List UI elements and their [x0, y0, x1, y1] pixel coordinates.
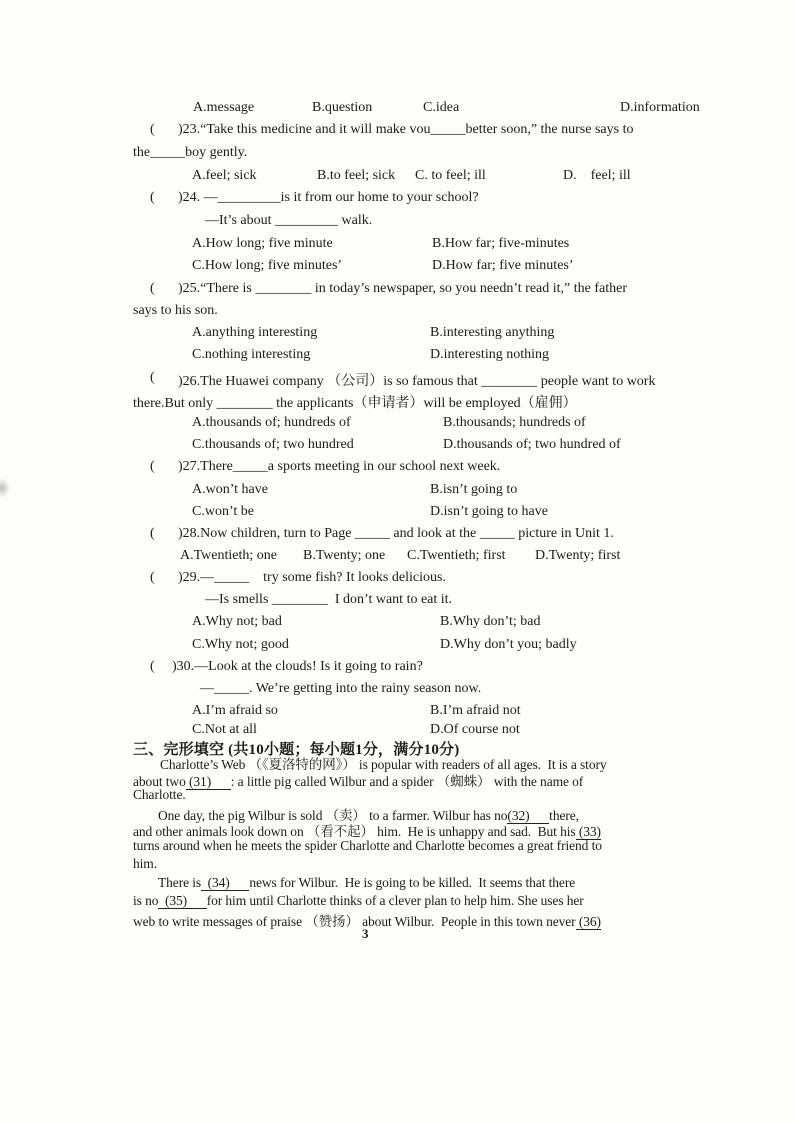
q27-option-b: B.isn’t going to: [430, 482, 518, 497]
q27-options-row-cd: [0, 504, 794, 524]
cloze-p1-line2-pre: about two: [133, 774, 186, 789]
q22-options-row: [0, 100, 794, 120]
cloze-p1-line3: Charlotte.: [133, 787, 186, 802]
q26-stem-line1: )26.The Huawei company （公司）is so famous that ________ people want to work: [178, 374, 656, 389]
q23-option-c: C. to feel; ill: [415, 168, 486, 183]
q25-option-a: A.anything interesting: [192, 325, 318, 340]
cloze-p3-line1-post: news for Wilbur. He is going to be killed. It seems that there: [249, 875, 576, 890]
cloze-blank-33: (33): [575, 824, 601, 839]
q24-stem-line2: —It’s about _________ walk.: [205, 213, 373, 228]
q24-options-row-ab: [0, 236, 794, 256]
cloze-p3-line2-post: for him until Charlotte thinks of a clever plan to help him. She uses her: [206, 893, 584, 908]
cloze-p2-line3: turns around when he meets the spider Charlotte and Charlotte becomes a great friend to: [133, 838, 602, 853]
q29-stem-line1: )29.—_____ try some fish? It looks delicious.: [178, 570, 446, 585]
q30-option-d: D.Of course not: [430, 722, 520, 737]
q24-option-b: B.How far; five-minutes: [432, 236, 570, 251]
q26-answer-bracket: (: [150, 370, 155, 385]
q28-option-b: B.Twenty; one: [303, 548, 386, 563]
q22-option-b: B.question: [312, 100, 373, 115]
q23-options-row: [0, 168, 794, 188]
q25-options-row-cd: [0, 347, 794, 367]
q29-stem-line2: —Is smells ________ I don’t want to eat it.: [205, 592, 453, 607]
q24-answer-bracket: (: [150, 190, 155, 205]
q25-option-b: B.interesting anything: [430, 325, 555, 340]
q24-option-c: C.How long; five minutes’: [192, 258, 343, 273]
q26-option-c: C.thousands of; two hundred: [192, 437, 354, 452]
q22-option-d: D.information: [620, 100, 700, 115]
q23-option-b: B.to feel; sick: [317, 168, 396, 183]
cloze-blank-34: (34): [201, 875, 250, 890]
q23-answer-bracket: (: [150, 122, 155, 137]
cloze-blank-32: (32): [507, 808, 550, 823]
q30-answer-bracket: (: [150, 659, 155, 674]
q26-options-row-ab: [0, 415, 794, 435]
q30-option-a: A.I’m afraid so: [192, 703, 278, 718]
q26-stem-line2: there.But only ________ the applicants（申请者）will be employed（雇佣）: [133, 396, 577, 411]
cloze-p3-line1: [158, 875, 575, 891]
cloze-blank-36: (36): [575, 914, 601, 929]
q25-stem-line1: )25.“There is ________ in today’s newspaper, so you needn’t read it,” the father: [178, 281, 627, 296]
cloze-p2-line2-pre: and other animals look down on （看不起） him. He is unhappy and sad. But his: [133, 824, 576, 839]
q22-option-c: C.idea: [423, 100, 460, 115]
q26-options-row-cd: [0, 437, 794, 457]
q25-option-c: C.nothing interesting: [192, 347, 311, 362]
cloze-p1-line2-post: : a little pig called Wilbur and a spider （蜘蛛） with the name of: [230, 774, 584, 789]
q24-option-d: D.How far; five minutes’: [432, 258, 574, 273]
q30-stem-line1: )30.—Look at the clouds! Is it going to rain?: [172, 659, 423, 674]
q29-options-row-cd: [0, 637, 794, 657]
q29-answer-bracket: (: [150, 570, 155, 585]
page-number: 3: [362, 926, 369, 941]
q27-option-d: D.isn’t going to have: [430, 504, 548, 519]
q26-option-d: D.thousands of; two hundred of: [443, 437, 621, 452]
cloze-p3-line2: [133, 893, 584, 909]
cloze-p3-line3-pre: web to write messages of praise （赞扬） about Wilbur. People in this town never: [133, 914, 576, 929]
q29-option-a: A.Why not; bad: [192, 614, 282, 629]
q22-option-a: A.message: [193, 100, 255, 115]
q28-option-a: A.Twentieth; one: [180, 548, 277, 563]
q27-option-a: A.won’t have: [192, 482, 268, 497]
cloze-blank-31: (31): [185, 774, 231, 789]
cloze-p3-line1-pre: There is: [158, 875, 202, 890]
q30-stem-line2: —_____. We’re getting into the rainy season now.: [200, 681, 482, 696]
q27-stem-line1: )27.There_____a sports meeting in our school next week.: [178, 459, 501, 474]
q26-option-b: B.thousands; hundreds of: [443, 415, 586, 430]
q25-option-d: D.interesting nothing: [430, 347, 549, 362]
q30-options-row-ab: [0, 703, 794, 723]
q25-options-row-ab: [0, 325, 794, 345]
q28-option-d: D.Twenty; first: [535, 548, 621, 563]
q27-options-row-ab: [0, 482, 794, 502]
q27-option-c: C.won’t be: [192, 504, 254, 519]
cloze-p1-line1: Charlotte’s Web （《夏洛特的网》） is popular with readers of all ages. It is a story: [160, 757, 607, 772]
q26-option-a: A.thousands of; hundreds of: [192, 415, 351, 430]
q28-options-row: [0, 548, 794, 568]
q24-option-a: A.How long; five minute: [192, 236, 333, 251]
cloze-p2-line4: him.: [133, 856, 157, 871]
q27-answer-bracket: (: [150, 459, 155, 474]
cloze-section-heading: 三、完形填空 (共10小题；每小题1分，满分10分): [133, 742, 460, 758]
cloze-p1-line2: [133, 770, 583, 790]
q28-answer-bracket: (: [150, 526, 155, 541]
q25-stem-line2: says to his son.: [133, 303, 218, 318]
q24-stem-line1: )24. —_________is it from our home to your school?: [178, 190, 479, 205]
q25-answer-bracket: (: [150, 281, 155, 296]
cloze-p3-line2-pre: is no: [133, 893, 159, 908]
q23-stem-line1: )23.“Take this medicine and it will make vou_____better soon,” the nurse says to: [178, 122, 634, 137]
cloze-p2-line2: [133, 820, 601, 840]
cloze-p2-line1-pre: One day, the pig Wilbur is sold （卖） to a farmer. Wilbur has no: [158, 808, 508, 823]
q28-option-c: C.Twentieth; first: [407, 548, 506, 563]
q24-options-row-cd: [0, 258, 794, 278]
q28-stem-line1: )28.Now children, turn to Page _____ and look at the _____ picture in Unit 1.: [178, 526, 614, 541]
q23-option-a: A.feel; sick: [192, 168, 257, 183]
q23-option-d: D. feel; ill: [563, 168, 631, 183]
cloze-blank-35: (35): [158, 893, 207, 908]
q29-option-d: D.Why don’t you; badly: [440, 637, 577, 652]
q29-options-row-ab: [0, 614, 794, 634]
q29-option-b: B.Why don’t; bad: [440, 614, 541, 629]
cloze-p2-line1-post: there,: [549, 808, 579, 823]
q30-option-b: B.I’m afraid not: [430, 703, 521, 718]
q30-option-c: C.Not at all: [192, 722, 257, 737]
q23-stem-line2: the_____boy gently.: [133, 145, 248, 160]
q29-option-c: C.Why not; good: [192, 637, 289, 652]
